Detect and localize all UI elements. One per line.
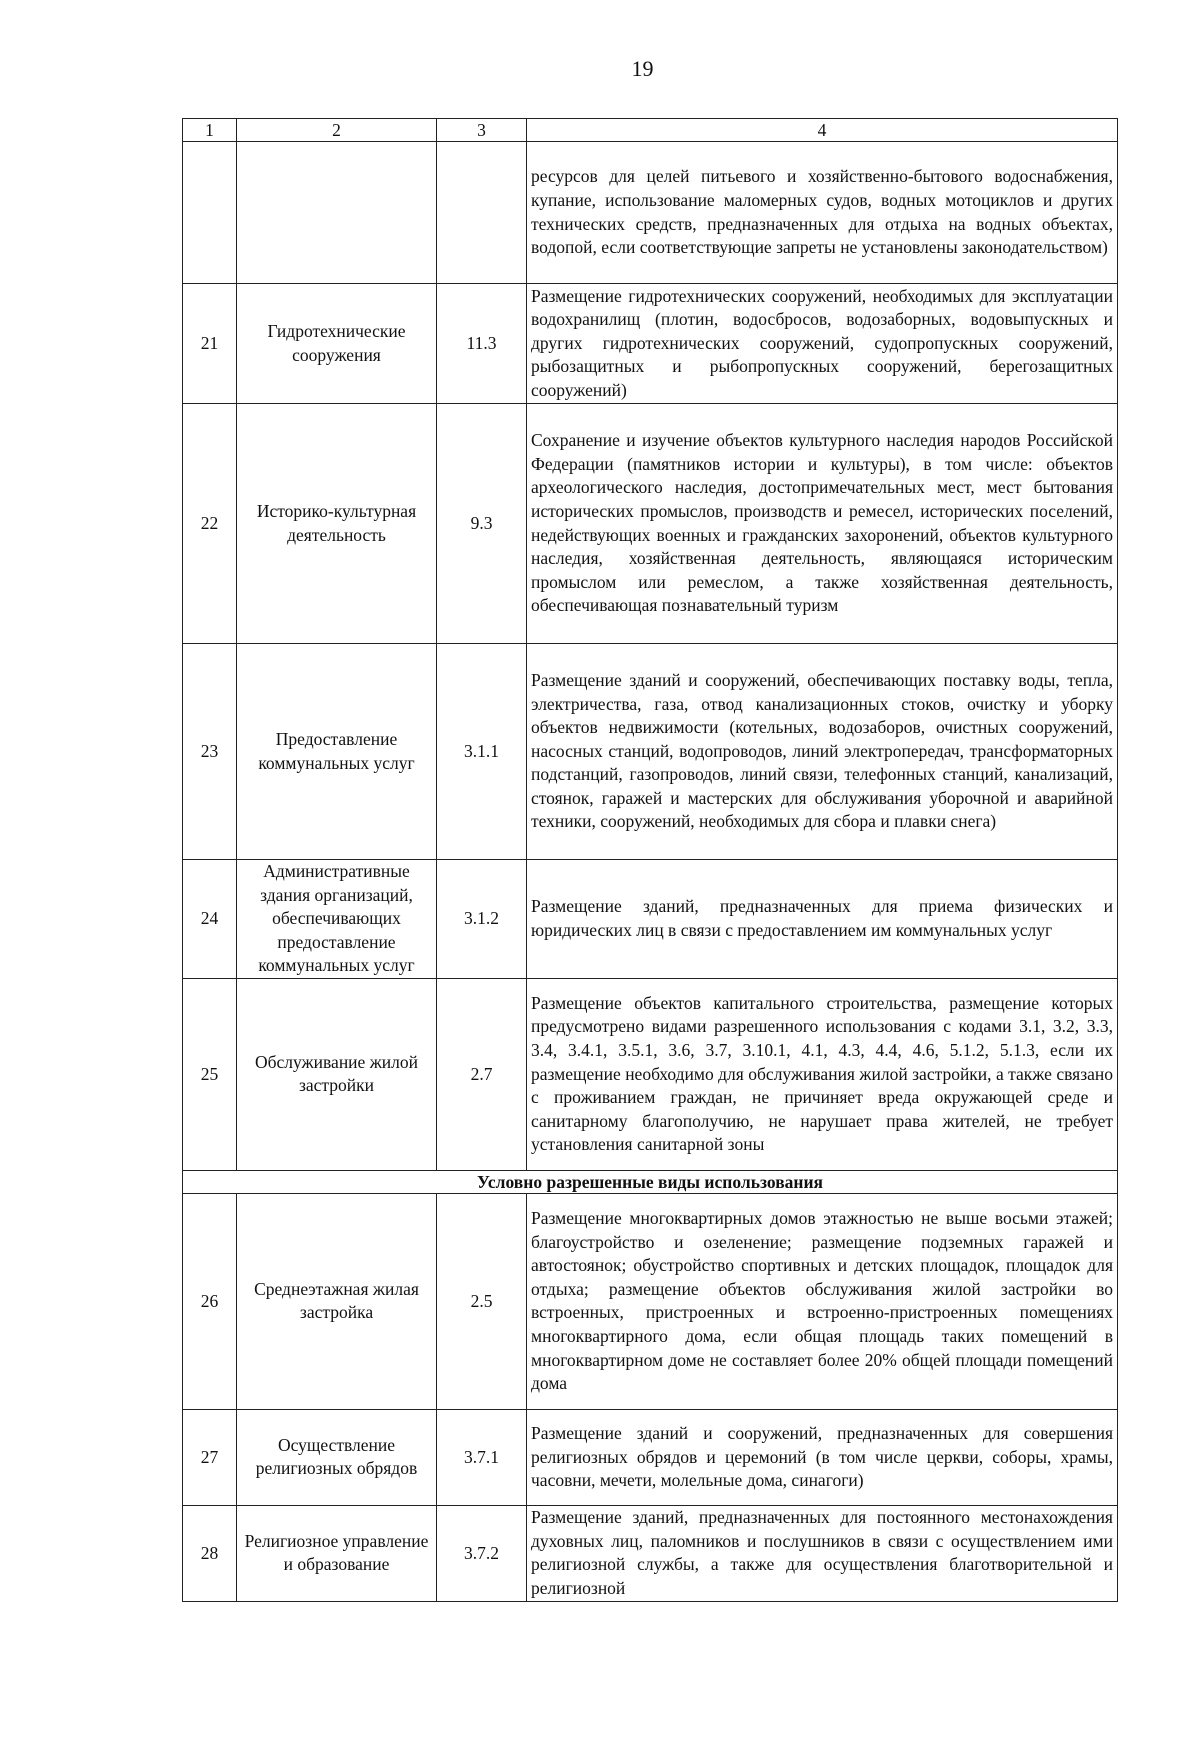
section-title: Условно разрешенные виды использования [183,1170,1118,1193]
table-header-row [183,119,1118,142]
header-cell: 2 [237,119,437,142]
header-cell: 4 [527,119,1118,142]
table-row [183,644,1118,860]
table-row [183,1409,1118,1505]
row-code [437,142,527,284]
row-number: 27 [183,1409,237,1505]
land-use-table [182,118,1118,1602]
page-number: 19 [631,56,654,81]
table-row [183,978,1118,1170]
table-row [183,1193,1118,1409]
row-name: Гидротехнические сооружения [237,284,437,404]
row-description: ресурсов для целей питьевого и хозяйственно-бытового водоснабжения, купание, использование маломерных судов, водных мотоциклов и других технических средств, предназначенных для отдыха на водных объектах, водопой, если соответствующие запреты не установлены законодательством) [527,142,1118,284]
table-row [183,142,1118,284]
row-number: 25 [183,978,237,1170]
row-number [183,142,237,284]
table-row [183,1505,1118,1601]
row-description: Размещение гидротехнических сооружений, необходимых для эксплуатации водохранилищ (плотин, водосбросов, водозаборных, водовыпускных и других гидротехнических сооружений, судопропускных сооружений, рыбозащитных и рыбопропускных сооружений, берегозащитных сооружений) [527,284,1118,404]
row-number: 22 [183,404,237,644]
row-number: 26 [183,1193,237,1409]
row-code: 11.3 [437,284,527,404]
row-name: Историко-культурная деятельность [237,404,437,644]
row-code: 3.7.2 [437,1505,527,1601]
row-name: Среднеэтажная жилая застройка [237,1193,437,1409]
row-code: 9.3 [437,404,527,644]
row-code: 2.5 [437,1193,527,1409]
row-code: 3.1.1 [437,644,527,860]
row-number: 28 [183,1505,237,1601]
row-name [237,142,437,284]
row-description: Размещение зданий, предназначенных для постоянного местонахождения духовных лиц, паломников и послушников в связи с осуществлением ими религиозной службы, а также для осуществления благотворительной и религиозной [527,1505,1118,1601]
row-description: Размещение зданий и сооружений, предназначенных для совершения религиозных обрядов и церемоний (в том числе церкви, соборы, храмы, часовни, мечети, молельные дома, синагоги) [527,1409,1118,1505]
row-name: Обслуживание жилой застройки [237,978,437,1170]
row-number: 23 [183,644,237,860]
header-cell: 3 [437,119,527,142]
row-description: Размещение зданий и сооружений, обеспечивающих поставку воды, тепла, электричества, газа, отвод канализационных стоков, очистку и уборку объектов недвижимости (котельных, водозаборов, очистных сооружений, насосных станций, водопроводов, линий электропередач, трансформаторных подстанций, газопроводов, линий связи, телефонных станций, канализаций, стоянок, гаражей и мастерских для обслуживания уборочной и аварийной техники, сооружений, необходимых для сбора и плавки снега) [527,644,1118,860]
row-name: Религиозное управление и образование [237,1505,437,1601]
table-row [183,404,1118,644]
row-code: 3.1.2 [437,860,527,979]
row-number: 21 [183,284,237,404]
row-description: Сохранение и изучение объектов культурного наследия народов Российской Федерации (памятников истории и культуры), в том числе: объектов археологического наследия, достопримечательных мест, мест бытования исторических промыслов, производств и ремесел, исторических поселений, недействующих военных и гражданских захоронений, объектов культурного наследия, хозяйственная деятельность, являющаяся историческим промыслом или ремеслом, а также хозяйственная деятельность, обеспечивающая познавательный туризм [527,404,1118,644]
row-description: Размещение объектов капитального строительства, размещение которых предусмотрено видами разрешенного использования с кодами 3.1, 3.2, 3.3, 3.4, 3.4.1, 3.5.1, 3.6, 3.7, 3.10.1, 4.1, 4.3, 4.4, 4.6, 5.1.2, 5.1.3, если их размещение необходимо для обслуживания жилой застройки, а также связано с проживанием граждан, не причиняет вреда окружающей среде и санитарному благополучию, не нарушает права жителей, не требует установления санитарной зоны [527,978,1118,1170]
row-code: 2.7 [437,978,527,1170]
row-name: Административные здания организаций, обеспечивающих предоставление коммунальных услуг [237,860,437,979]
row-name: Осуществление религиозных обрядов [237,1409,437,1505]
row-description: Размещение зданий, предназначенных для приема физических и юридических лиц в связи с предоставлением им коммунальных услуг [527,860,1118,979]
header-cell: 1 [183,119,237,142]
table-row [183,284,1118,404]
row-code: 3.7.1 [437,1409,527,1505]
row-description: Размещение многоквартирных домов этажностью не выше восьми этажей; благоустройство и озеленение; размещение подземных гаражей и автостоянок; обустройство спортивных и детских площадок, площадок для отдыха; размещение объектов обслуживания жилой застройки во встроенных, пристроенных и встроенно-пристроенных помещениях многоквартирного дома, если общая площадь таких помещений в многоквартирном доме не составляет более 20% общей площади помещений дома [527,1193,1118,1409]
row-name: Предоставление коммунальных услуг [237,644,437,860]
section-row [183,1170,1118,1193]
row-number: 24 [183,860,237,979]
table-row [183,860,1118,979]
